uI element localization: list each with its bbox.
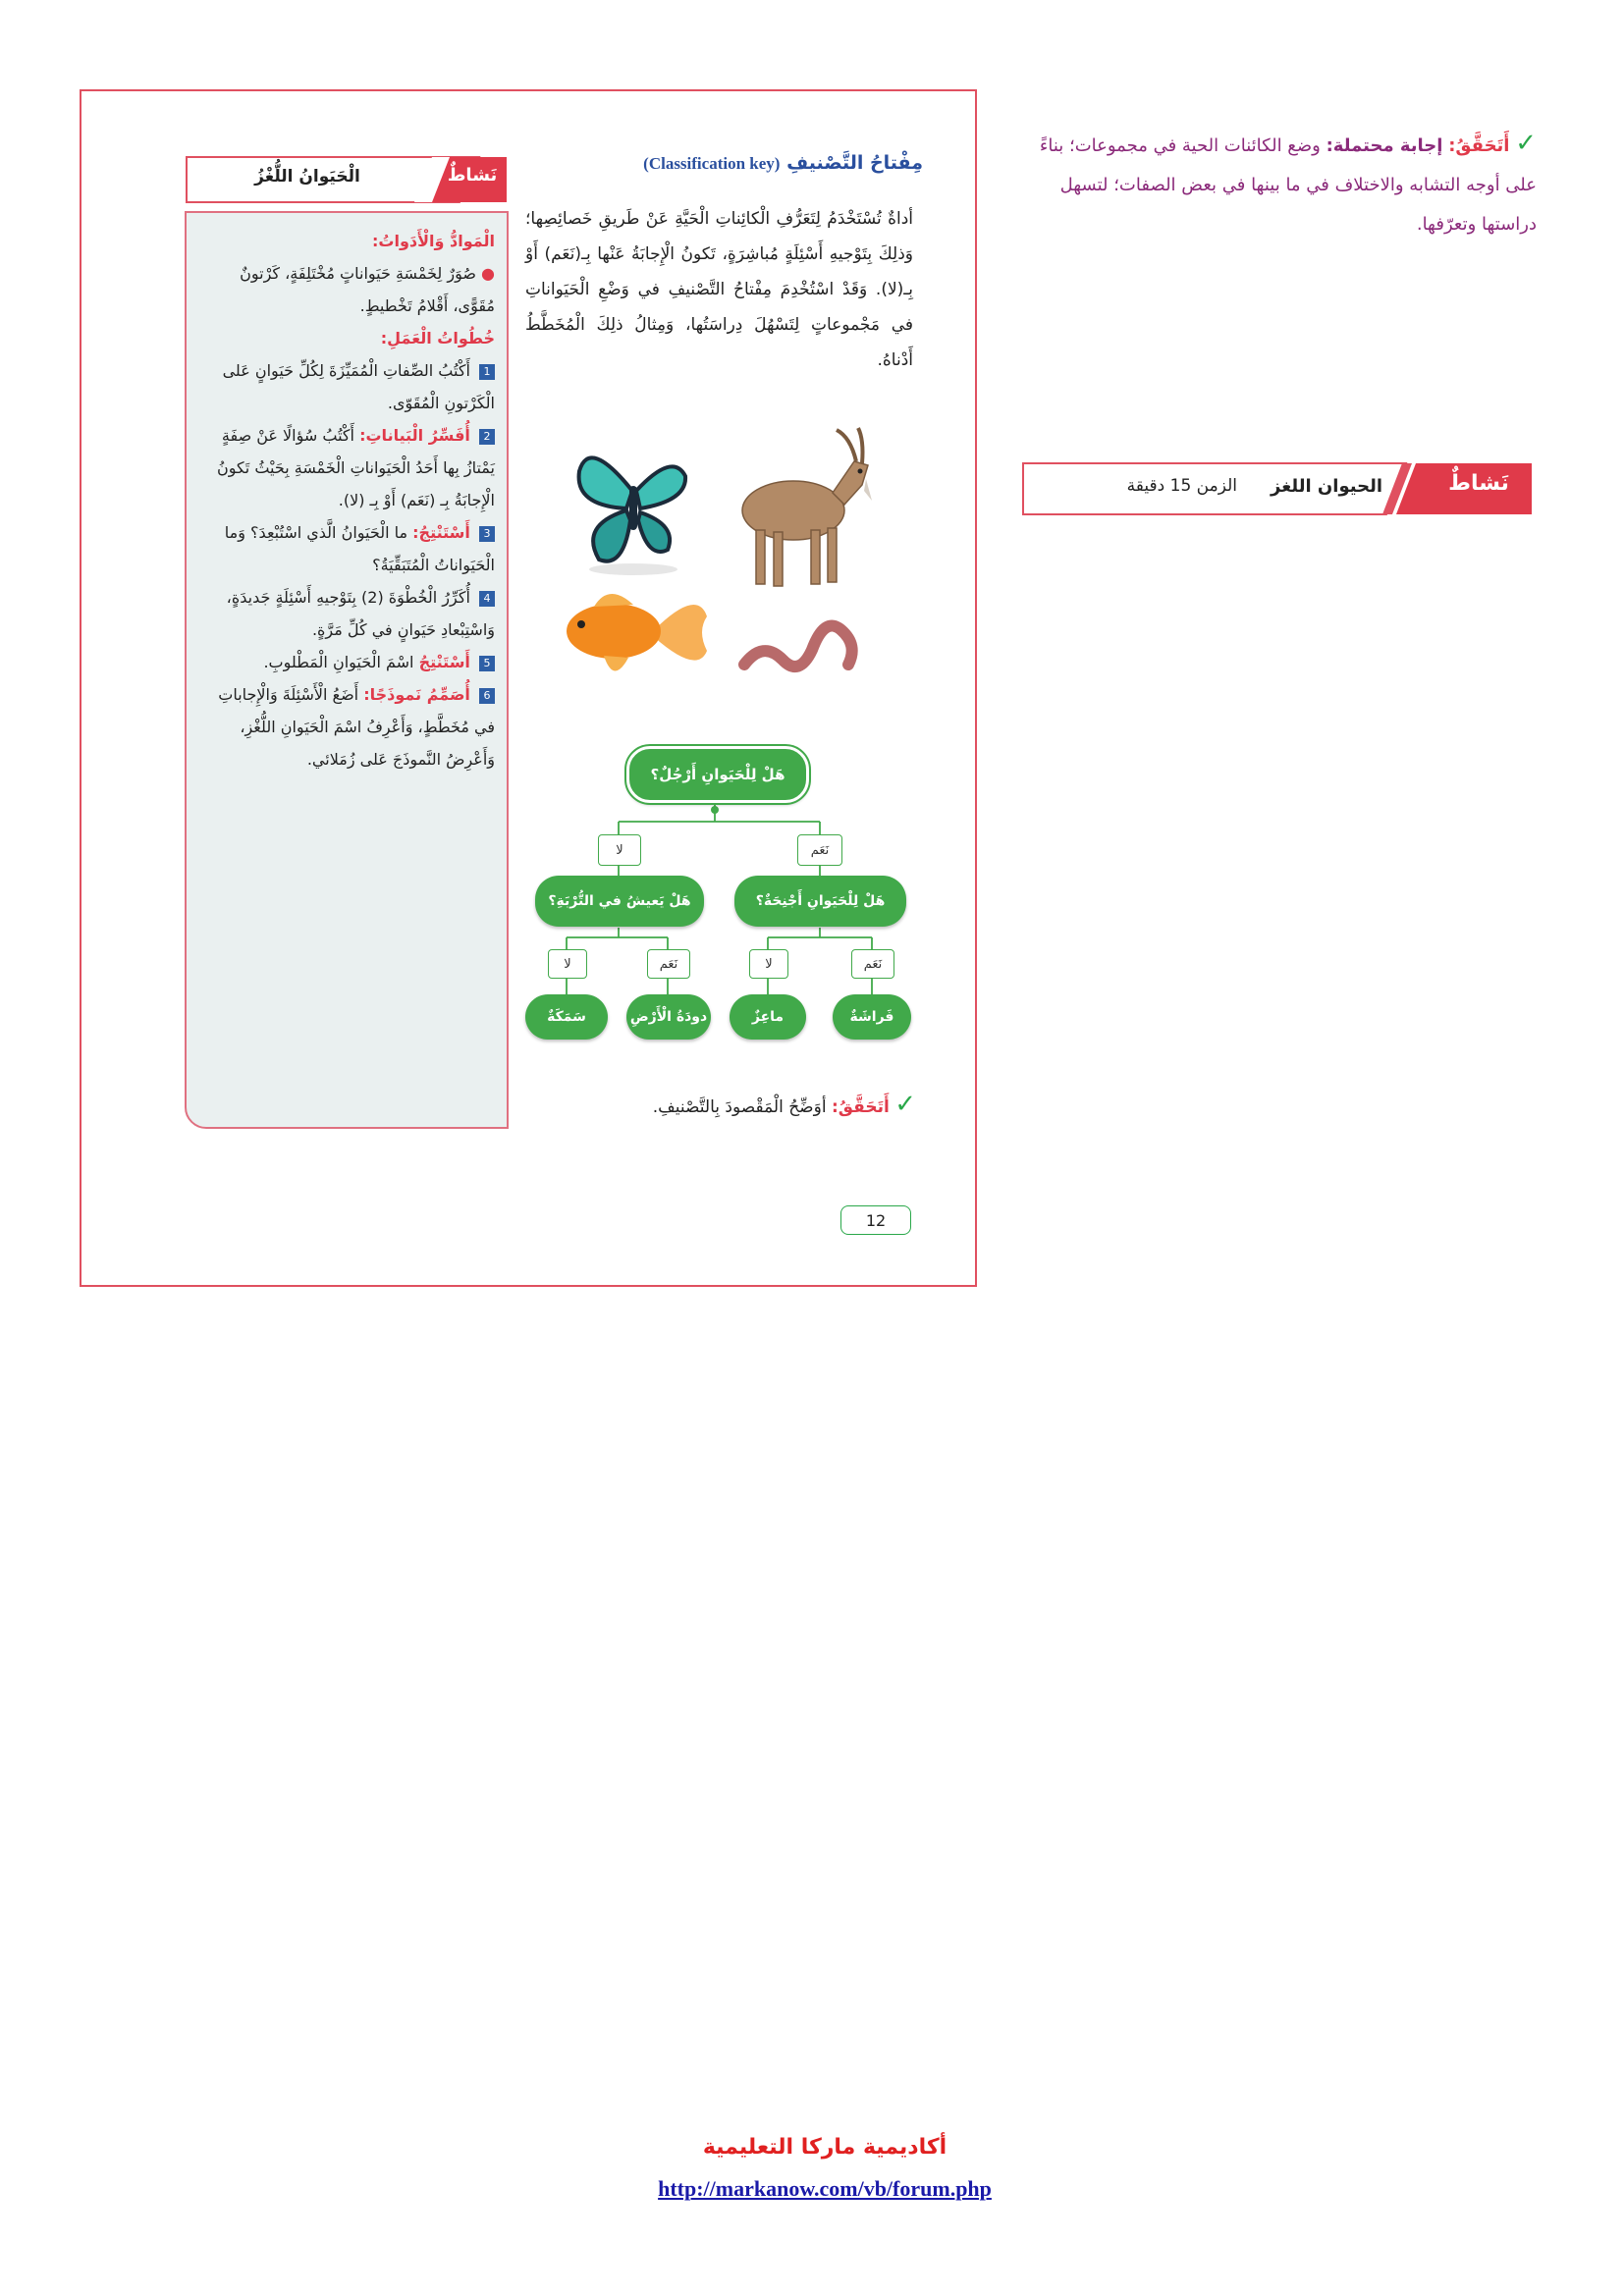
flowchart-wings-no: لا (749, 949, 788, 979)
step-number-badge: 1 (479, 364, 495, 380)
activity-banner (185, 155, 509, 204)
step-skill: أَسْتَنْتِجُ (418, 653, 470, 671)
step-text: اسْمَ الْحَيَوانِ الْمَطْلوبِ. (263, 653, 414, 671)
step-text: أَكْتُبُ سُؤالًا عَنْ صِفَةٍ يَمْتازُ بِها أَحَدُ الْحَيَواناتِ الْخَمْسَةِ بِحَيْثُ تَكونُ الْإِجابَةُ بِـ (نَعَم) أَوْ بِـ (لا). (216, 426, 495, 509)
teacher-activity-tag: نَشاطٌ (1448, 471, 1509, 496)
step-skill: أَسْتَنْتِجُ: (412, 523, 470, 542)
step-4 (200, 581, 495, 646)
verify-label: أَتَحَقَّقُ: (831, 1097, 890, 1117)
step-number-badge: 4 (479, 591, 495, 607)
activity-tag: نَشاطٌ (447, 165, 498, 186)
flowchart-wings-yes: نَعَم (851, 949, 894, 979)
step-text: ما الْحَيَوانُ الَّذي اسْتُبْعِدَ؟ وَما الْحَيَواناتُ الْمُتَبَقِّيَةُ؟ (224, 523, 495, 574)
flowchart-leaf-earthworm: دودَةُ الْأَرْضِ (626, 994, 711, 1040)
step-number-badge: 5 (479, 656, 495, 671)
step-text: أُكَرِّرُ الْخُطْوَةَ (2) بِتَوْجيهِ أَسْئِلَةٍ جَديدَةٍ، وَاسْتِبْعادِ حَيَوانٍ في كُلِّ مَرَّةٍ. (226, 588, 495, 639)
flowchart-wings-question: هَلْ لِلْحَيَوانِ أَجْنِحَةٌ؟ (734, 876, 906, 927)
materials-item (200, 257, 495, 322)
answer-text: وضع الكائنات الحية في مجموعات؛ بناءً على أوجه التشابه والاختلاف في ما بينها في بعض الصفات؛ لتسهل دراستها وتعرّفها. (1039, 135, 1537, 235)
earthworm-image (738, 611, 866, 684)
steps-heading: خُطُواتُ الْعَمَلِ: (380, 329, 495, 347)
activity-body (185, 211, 509, 1129)
materials-text: صُوَرٌ لِخَمْسَةِ حَيَواناتٍ مُخْتَلِفَةٍ، كَرْتونٌ مُقَوًّى، أَقْلامُ تَخْطيطٍ. (240, 264, 495, 315)
flowchart-soil-no: لا (548, 949, 587, 979)
flowchart-leaf-butterfly: فَراشَةٌ (833, 994, 911, 1040)
flowchart-leaf-fish: سَمَكَةٌ (525, 994, 608, 1040)
bullet-icon: ● (481, 264, 495, 283)
checkmark-icon: ✓ (894, 1090, 916, 1119)
butterfly-image (569, 432, 697, 579)
classification-key-body: أداةٌ تُسْتَخْدَمُ لِتَعَرُّفِ الْكائِناتِ الْحَيَّةِ عَنْ طَريقِ خَصائِصِها؛ وَذلِكَ بِتَوْجيهِ أَسْئِلَةٍ مُباشِرَةٍ، تَكونُ الْإِجابَةُ عَنْها بِـ(نَعَم) أَوْ بِـ(لا). وَقَدْ اسْتُخْدِمَ مِفْتاحُ التَّصْنيفِ في وَضْعِ الْحَيَواناتِ في مَجْموعاتٍ لِتَسْهُلَ دِراسَتُها، وَمِثالُ ذلِكَ الْمُخَطَّطُ أَدْناهُ. (525, 209, 913, 370)
teacher-verify-label: أَتَحَقَّقُ: (1448, 135, 1510, 156)
goat-image (734, 422, 882, 594)
step-number-badge: 6 (479, 688, 495, 704)
teacher-activity-time: الزمن 15 دقيقة (1126, 476, 1237, 496)
footer-academy-name: أكاديمية ماركا التعليمية (702, 2135, 947, 2160)
classification-key-title-en: (Classification key) (643, 154, 781, 173)
step-text: أَضَعُ الْأَسْئِلَةَ وَالْإِجاباتِ في مُخَطَّطٍ، وَأَعْرِفُ اسْمَ الْحَيَوانِ اللُّغْزِ، وَأَعْرِضُ النَّموذَجَ عَلى زُمَلائي. (218, 685, 495, 769)
verify-question (577, 1090, 916, 1119)
step-skill: أُصَمِّمُ نَموذَجًا: (363, 685, 470, 704)
step-6 (200, 678, 495, 775)
flowchart-yes-label: نَعَم (797, 834, 842, 866)
footer-forum-link[interactable]: http://markanow.com/vb/forum.php (658, 2176, 992, 2201)
classification-flowchart (520, 741, 913, 1075)
step-number-badge: 2 (479, 429, 495, 445)
goldfish-image (550, 577, 712, 690)
classification-key-title-ar: مِفْتاحُ التَّصْنيفِ (786, 152, 923, 174)
step-5 (200, 646, 495, 678)
teacher-activity-title: الحيوان اللغز (1271, 476, 1382, 497)
step-1 (200, 354, 495, 419)
step-3 (200, 516, 495, 581)
step-number-badge: 3 (479, 526, 495, 542)
flowchart-no-label: لا (598, 834, 641, 866)
checkmark-icon: ✓ (1515, 129, 1537, 158)
verify-text: أوَضِّحُ الْمَقْصودَ بِالتَّصْنيفِ. (652, 1097, 827, 1117)
step-2 (200, 419, 495, 516)
page-number: 12 (840, 1205, 911, 1235)
flowchart-root-question: هَلْ لِلْحَيَوانِ أَرْجُلٌ؟ (626, 746, 809, 803)
classification-key-title (589, 152, 923, 174)
flowchart-soil-question: هَلْ يَعيشُ في التُّرْبَةِ؟ (535, 876, 704, 927)
step-text: أَكْتُبُ الصِّفاتِ الْمُمَيِّزَةَ لِكُلِّ حَيَوانٍ عَلى الْكَرْتونِ الْمُقَوّى. (222, 361, 495, 412)
answer-label: إجابة محتملة: (1326, 135, 1443, 156)
flowchart-soil-yes: نَعَم (647, 949, 690, 979)
materials-heading: الْمَوادُّ وَالْأَدَواتُ: (372, 232, 495, 250)
teacher-activity-banner (1021, 459, 1534, 518)
activity-title: الْحَيَوانُ اللُّغْزُ (254, 167, 360, 187)
flowchart-leaf-goat: ماعِزٌ (730, 994, 806, 1040)
teacher-answer (1011, 124, 1537, 244)
step-skill: أُفَسِّرُ الْبَياناتِ: (359, 426, 470, 445)
